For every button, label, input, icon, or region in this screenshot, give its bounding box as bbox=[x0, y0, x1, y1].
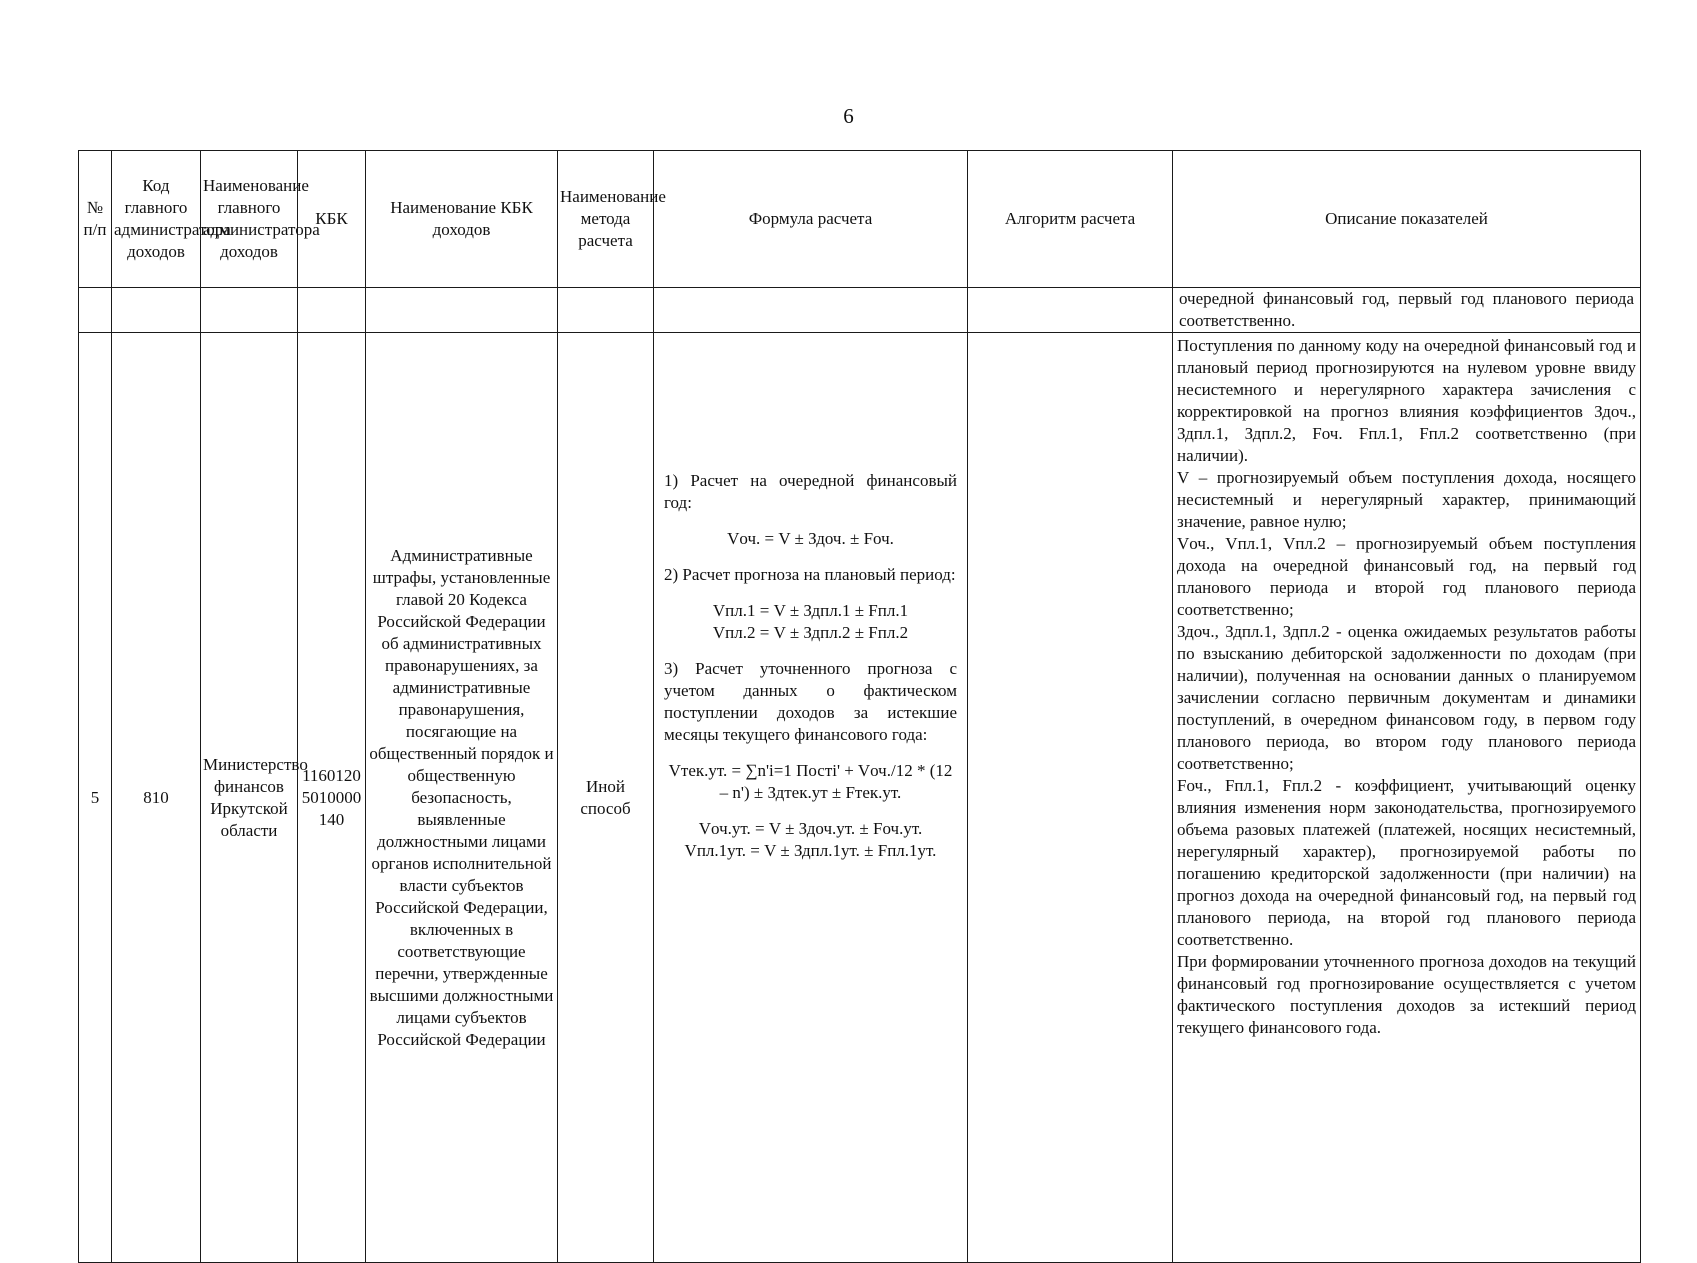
formula-step-1: 1) Расчет на очередной финансовый год: bbox=[664, 471, 957, 512]
header-admin-code: Код главного администратора доходов bbox=[112, 151, 201, 288]
header-admin-name: Наименование главного администратора доходов bbox=[201, 151, 298, 288]
header-num: № п/п bbox=[79, 151, 112, 288]
description-paragraph: Vоч., Vпл.1, Vпл.2 – прогнозируемый объем поступления дохода на очередной финансовый год, на первый год планового периода и второй год планового периода соответственно; bbox=[1177, 534, 1636, 619]
continued-description: очередной финансовый год, первый год планового периода соответственно. bbox=[1173, 288, 1641, 333]
description-paragraph: Поступления по данному коду на очередной финансовый год и плановый период прогнозируются на нулевом уровне ввиду несистемного и нерегулярного характера зачисления с корректировкой на прогноз влияния коэффициентов Здоч., Здпл.1, Здпл.2, Fоч. Fпл.1, Fпл.2 соответственно (при наличии). bbox=[1177, 336, 1636, 465]
description-paragraph: При формировании уточненного прогноза доходов на текущий финансовый год прогнозирование осуществляется с учетом фактического поступления доходов за истекший период текущего финансового года. bbox=[1177, 952, 1636, 1037]
header-description: Описание показателей bbox=[1173, 151, 1641, 288]
row-num: 5 bbox=[79, 333, 112, 1263]
header-kbk: КБК bbox=[298, 151, 366, 288]
row-kbk: 1160120 5010000 140 bbox=[298, 333, 366, 1263]
description-paragraph: V – прогнозируемый объем поступления дохода, носящего несистемный и нерегулярный характер, принимающий значение, равное нулю; bbox=[1177, 468, 1636, 531]
formula-2b: Vпл.2 = V ± Здпл.2 ± Fпл.2 bbox=[712, 623, 909, 642]
row-method: Иной способ bbox=[558, 333, 654, 1263]
table-row bbox=[79, 333, 1641, 1263]
formula-4a: Vоч.ут. = V ± Здоч.ут. ± Fоч.ут. bbox=[698, 819, 923, 838]
header-kbk-name: Наименование КБК доходов bbox=[366, 151, 558, 288]
page-number: 6 bbox=[843, 104, 854, 128]
revenue-forecast-table bbox=[78, 150, 1641, 1263]
formula-step-2: 2) Расчет прогноза на плановый период: bbox=[664, 565, 956, 584]
description-paragraph: Fоч., Fпл.1, Fпл.2 - коэффициент, учитывающий оценку влияния изменения норм законодательства, прогнозируемого объема разовых платежей (платежей, носящих несистемный, нерегулярный характер), прогнозируемой работы по погашению кредиторской задолженности (при наличии) на прогноз дохода на очередной финансовый год, на первый год планового периода, на второй год планового периода соответственно. bbox=[1177, 776, 1636, 949]
formula-3: Vтек.ут. = ∑n'i=1 Постi' + Vоч./12 * (12 – n') ± Здтек.ут ± Fтек.ут. bbox=[668, 761, 953, 802]
row-algorithm bbox=[968, 333, 1173, 1263]
header-row bbox=[79, 151, 1641, 288]
formula-4b: Vпл.1ут. = V ± Здпл.1ут. ± Fпл.1ут. bbox=[684, 841, 937, 860]
row-description bbox=[1173, 333, 1641, 1263]
row-admin-code: 810 bbox=[112, 333, 201, 1263]
row-admin-name: Министерство финансов Иркутской области bbox=[201, 333, 298, 1263]
formula-step-3: 3) Расчет уточненного прогноза с учетом данных о фактическом поступлении доходов за истекшие месяцы текущего финансового года: bbox=[664, 659, 957, 744]
formula-1: Vоч. = V ± Здоч. ± Fоч. bbox=[727, 529, 894, 548]
formula-2a: Vпл.1 = V ± Здпл.1 ± Fпл.1 bbox=[712, 601, 909, 620]
continued-row bbox=[79, 288, 1641, 333]
row-formula bbox=[654, 333, 968, 1263]
header-algorithm: Алгоритм расчета bbox=[968, 151, 1173, 288]
row-kbk-name: Административные штрафы, установленные главой 20 Кодекса Российской Федерации об административных правонарушениях, за административные правонарушения, посягающие на общественный порядок и общественную безопасность, выявленные должностными лицами органов исполнительной власти субъектов Российской Федерации, включенных в соответствующие перечни, утвержденные высшими должностными лицами субъектов Российской Федерации bbox=[366, 333, 558, 1263]
description-paragraph: Здоч., Здпл.1, Здпл.2 - оценка ожидаемых результатов работы по взысканию дебиторской задолженности по доходам (при наличии), полученная на основании данных о планируемом зачислении согласно первичным документам и динамики поступлений, в очередном финансовом году, в первом году планового периода, во втором году планового периода соответственно; bbox=[1177, 622, 1636, 773]
header-formula: Формула расчета bbox=[654, 151, 968, 288]
header-method: Наименование метода расчета bbox=[558, 151, 654, 288]
